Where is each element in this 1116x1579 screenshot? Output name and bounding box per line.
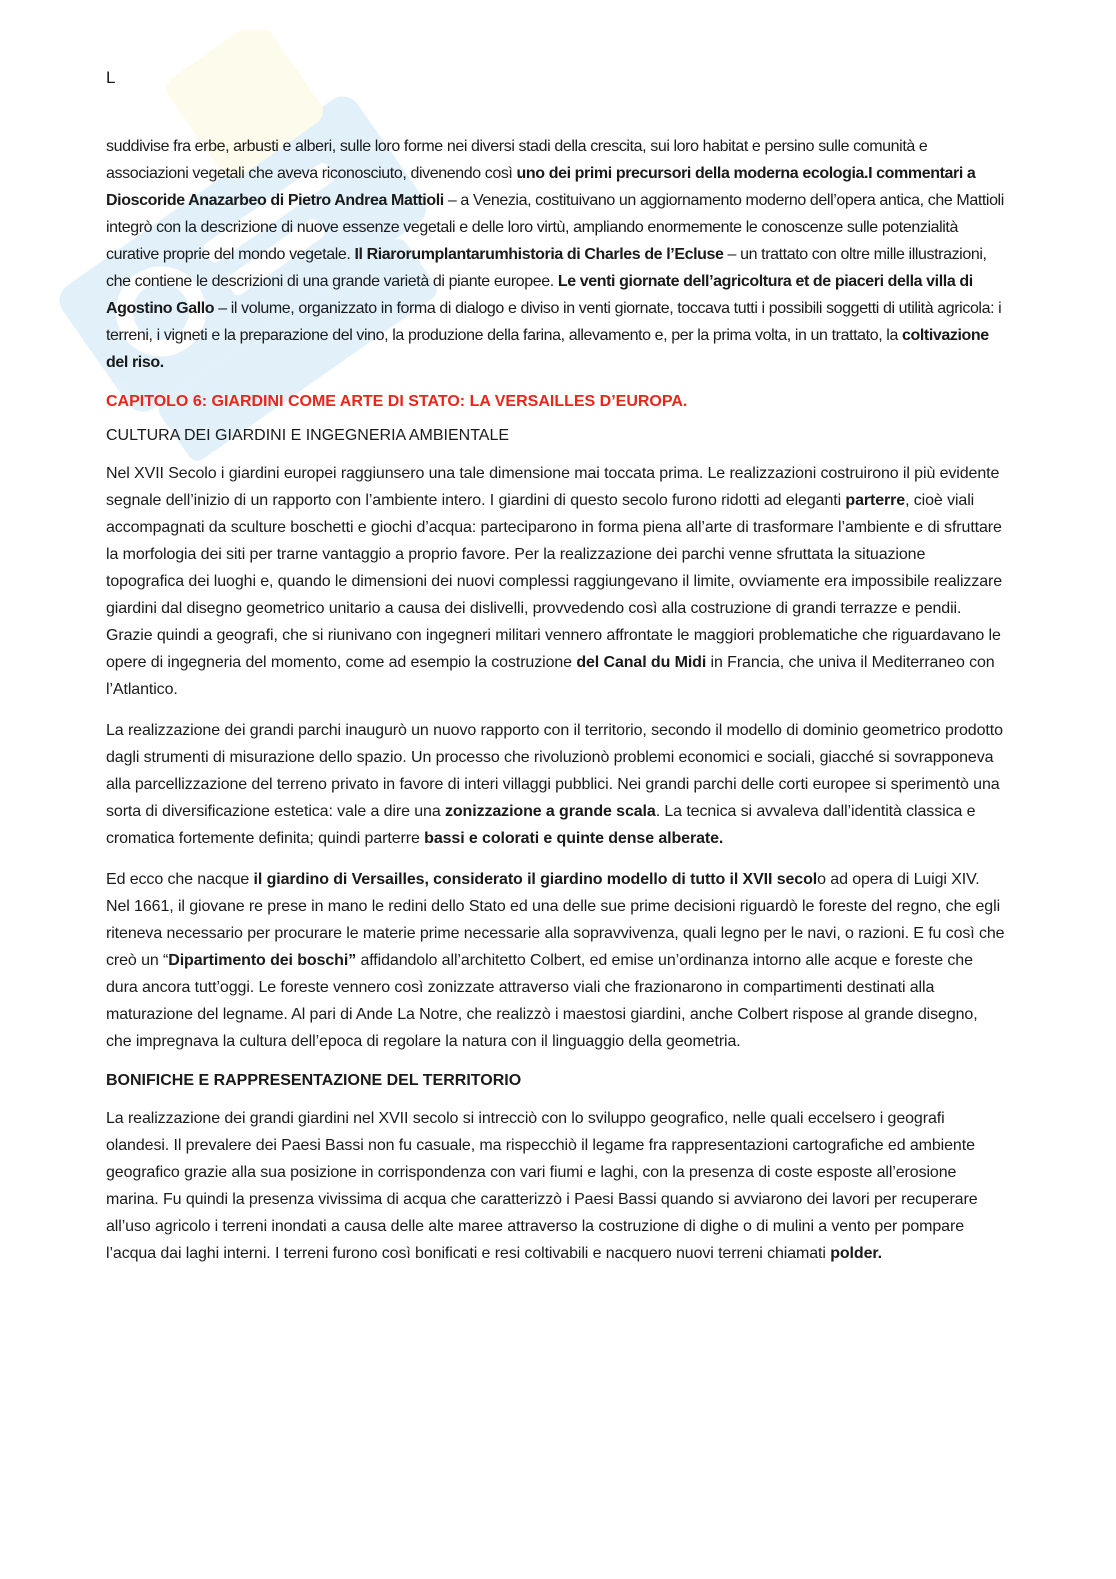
document-page (106, 64, 1006, 1281)
page-header-letter: L (106, 68, 116, 87)
section-heading-garden-culture: CULTURA DEI GIARDINI E INGEGNERIA AMBIENTALE (106, 427, 510, 444)
paragraph-great-parks: La realizzazione dei grandi parchi inaugurò un nuovo rapporto con il territorio, secondo il modello di dominio geometrico prodotto dagli strumenti di misurazione dello spazio. Un processo che rivoluzionò problemi economici e sociali, giacché si sovrapponeva alla parcellizzazione del terreno privato in favore di interi villaggi pubblici. Nei grandi parchi delle corti europee si sperimentò una sorta di diversificazione estetica: vale a dire una zonizzazione a grande scala. La tecnica si avvaleva dall’identità classica e cromatica fortemente definita; quindi parterre bassi e colorati e quinte dense alberate. (106, 722, 1003, 847)
paragraph-reclamation: La realizzazione dei grandi giardini nel XVII secolo si intrecciò con lo sviluppo geografico, nelle quali eccelsero i geografi olandesi. Il prevalere dei Paesi Bassi non fu casuale, ma rispecchiò il legame fra rappresentazioni cartografiche ed ambiente geografico grazie alla sua posizione in corrispondenza con vari fiumi e laghi, con la presenza di coste esposte all’erosione marina. Fu quindi la presenza vivissima di acqua che caratterizzò i Paesi Bassi quando si avviarono dei lavori per recuperare all’uso agricolo i terreni inondati a causa delle alte maree attraverso la costruzione di dighe o di mulini a vento per pompare l’acqua dai laghi interni. I terreni furono così bonificati e resi coltivabili e nacquero nuovi terreni chiamati polder. (106, 1110, 978, 1262)
section-heading-reclamation: BONIFICHE E RAPPRESENTAZIONE DEL TERRITORIO (106, 1072, 522, 1089)
paragraph-botanical-treatises: suddivise fra erbe, arbusti e alberi, sulle loro forme nei diversi stadi della crescita, sui loro habitat e persino sulle comunità e associazioni vegetali che aveva riconosciuto, divenendo così uno dei primi precursori della moderna ecologia.I commentari a Dioscoride Anazarbeo di Pietro Andrea Mattioli – a Venezia, costituivano un aggiornamento moderno dell’opera antica, che Mattioli integrò con la descrizione di nuove essenze vegetali e delle loro virtù, ampliando enormemente le conoscenze sulle potenzialità curative proprie del mondo vegetale. Il Riarorumplantarumhistoria di Charles de l’Ecluse – un trattato con oltre mille illustrazioni, che contiene le descrizioni di una grande varietà di piante europee. Le venti giornate dell’agricoltura et de piaceri della villa di Agostino Gallo – il volume, organizzato in forma di dialogo e diviso in venti giornate, toccava tutti i possibili soggetti di utilità agricola: i terreni, i vigneti e la preparazione del vino, la produzione della farina, allevamento e, per la prima volta, in un trattato, la coltivazione del riso. (106, 138, 1004, 371)
chapter-heading: CAPITOLO 6: GIARDINI COME ARTE DI STATO: LA VERSAILLES D’EUROPA. (106, 393, 688, 410)
paragraph-versailles: Ed ecco che nacque il giardino di Versailles, considerato il giardino modello di tutto il XVII secolo ad opera di Luigi XIV. Nel 1661, il giovane re prese in mano le redini dello Stato ed una delle sue prime decisioni riguardò le foreste del regno, che egli riteneva necessario per procurare le materie prime necessarie alla sopravvivenza, quali legno per le navi, o razioni. E fu così che creò un “Dipartimento dei boschi” affidandolo all’architetto Colbert, ed emise un’ordinanza intorno alle acque e foreste che dura ancora tutt’oggi. Le foreste vennero così zonizzate attraverso viali che frazionarono in compartimenti destinati alla maturazione del legname. Al pari di Ande La Notre, che realizzò i maestosi giardini, anche Colbert rispose al grande disegno, che impregnava la cultura dell’epoca di regolare la natura con il linguaggio della geometria. (106, 871, 1005, 1050)
paragraph-xvii-century-gardens: Nel XVII Secolo i giardini europei raggiunsero una tale dimensione mai toccata prima. Le realizzazioni costruirono il più evidente segnale dell’inizio di un rapporto con l’ambiente intero. I giardini di questo secolo furono ridotti ad eleganti parterre, cioè viali accompagnati da sculture boschetti e giochi d’acqua: parteciparono in forma piena all’arte di trasformare l’ambiente e di sfruttare la morfologia dei siti per trarne vantaggio a proprio favore. Per la realizzazione dei parchi venne sfruttata la situazione topografica dei luoghi e, quando le dimensioni dei nuovi complessi raggiungevano il limite, ovviamente era impossibile realizzare giardini dal disegno geometrico unitario a causa dei dislivelli, provvedendo così alla costruzione di grandi terrazze e pendii. Grazie quindi a geografi, che si riunivano con ingegneri militari vennero affrontate le maggiori problematiche che riguardavano le opere di ingegneria del momento, come ad esempio la costruzione del Canal du Midi in Francia, che univa il Mediterraneo con l’Atlantico. (106, 465, 1003, 698)
